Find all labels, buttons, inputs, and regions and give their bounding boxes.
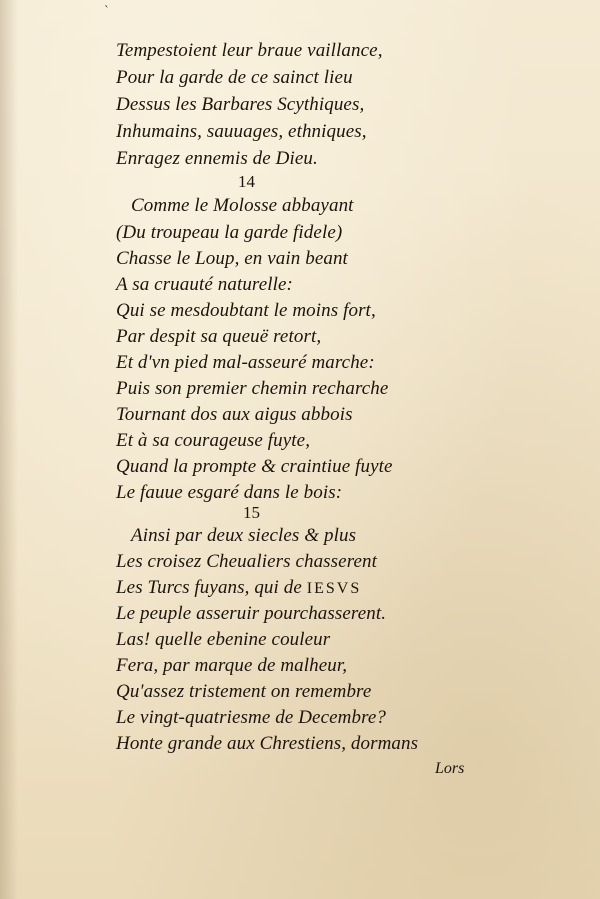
verse-line: Et d'vn pied mal-asseuré marche: bbox=[116, 352, 375, 373]
smallcaps-word: IESVS bbox=[306, 580, 362, 597]
ink-mark: ˋ bbox=[104, 4, 110, 18]
verse-line: Tempestoient leur braue vaillance, bbox=[116, 40, 383, 61]
verse-line: Le vingt-quatriesme de Decembre? bbox=[116, 707, 386, 728]
verse-line: Par despit sa queuë retort, bbox=[116, 326, 322, 347]
verse-line: A sa cruauté naturelle: bbox=[116, 274, 293, 295]
stanza-number: 14 bbox=[238, 172, 255, 191]
catchword: Lors bbox=[435, 760, 465, 777]
verse-line: Qui se mesdoubtant le moins fort, bbox=[116, 300, 376, 321]
verse-line: Las! quelle ebenine couleur bbox=[116, 629, 331, 650]
verse-line: Honte grande aux Chrestiens, dormans bbox=[116, 733, 419, 754]
verse-line: (Du troupeau la garde fidele) bbox=[116, 222, 343, 243]
verse-line bbox=[116, 577, 361, 599]
gutter-shadow bbox=[0, 0, 18, 899]
verse-line: Quand la prompte & craintiue fuyte bbox=[116, 456, 393, 477]
verse-line-text: Les Turcs fuyans, qui de bbox=[116, 577, 302, 598]
verse-line: Le peuple asseruir pourchasserent. bbox=[116, 603, 387, 624]
verse-line: Ainsi par deux siecles & plus bbox=[131, 525, 357, 546]
stanza-number: 15 bbox=[243, 503, 260, 522]
verse-line: Enragez ennemis de Dieu. bbox=[116, 148, 318, 169]
verse-line: Inhumains, sauuages, ethniques, bbox=[116, 121, 367, 142]
verse-line: Dessus les Barbares Scythiques, bbox=[116, 94, 365, 115]
verse-line: Chasse le Loup, en vain beant bbox=[116, 248, 348, 269]
verse-line: Qu'assez tristement on remembre bbox=[116, 681, 372, 702]
verse-line: Et à sa courageuse fuyte, bbox=[116, 430, 311, 451]
verse-line: Puis son premier chemin recharche bbox=[116, 378, 389, 399]
verse-line: Tournant dos aux aigus abbois bbox=[116, 404, 353, 425]
verse-line: Pour la garde de ce sainct lieu bbox=[116, 67, 353, 88]
verse-line: Fera, par marque de malheur, bbox=[116, 655, 348, 676]
verse-line: Comme le Molosse abbayant bbox=[131, 195, 354, 216]
verse-line: Les croisez Cheualiers chasserent bbox=[116, 551, 378, 572]
verse-line: Le fauue esgaré dans le bois: bbox=[116, 482, 343, 503]
